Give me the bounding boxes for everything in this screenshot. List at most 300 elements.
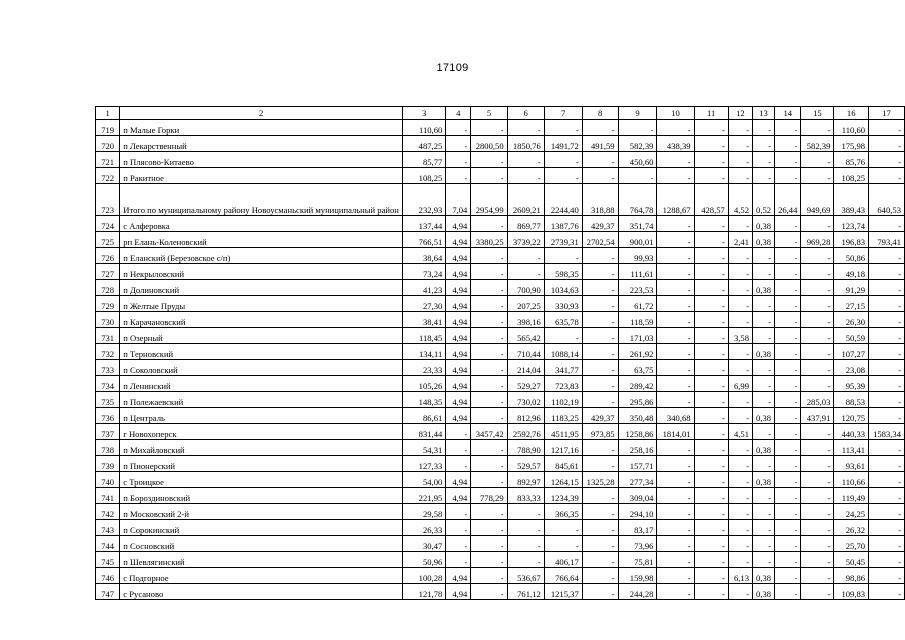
table-cell: -: [869, 376, 905, 392]
table-cell: 277,34: [618, 472, 657, 488]
table-cell: -: [694, 248, 728, 264]
table-cell: 437,91: [801, 408, 834, 424]
table-cell: -: [775, 536, 801, 552]
table-cell: -: [618, 120, 657, 136]
table-cell: 389,43: [834, 184, 869, 216]
table-cell: -: [775, 168, 801, 184]
table-cell: -: [694, 312, 728, 328]
row-number: 743: [96, 520, 120, 536]
table-row: [96, 408, 905, 424]
table-cell: -: [657, 536, 694, 552]
table-cell: 4,94: [446, 232, 471, 248]
table-cell: -: [657, 280, 694, 296]
table-cell: -: [775, 472, 801, 488]
table-cell: 2739,31: [544, 232, 582, 248]
table-cell: -: [801, 520, 834, 536]
table-cell: 1258,86: [618, 424, 657, 440]
table-cell: 4,94: [446, 344, 471, 360]
settlement-name: п Централь: [120, 408, 403, 424]
table-cell: -: [446, 168, 471, 184]
table-cell: -: [801, 440, 834, 456]
table-cell: -: [869, 280, 905, 296]
row-number: 736: [96, 408, 120, 424]
settlement-name: Итого по муниципальному району Новоусманьский муниципальный район: [120, 184, 403, 216]
table-cell: 113,41: [834, 440, 869, 456]
table-cell: 4,94: [446, 248, 471, 264]
table-cell: -: [446, 504, 471, 520]
table-cell: -: [753, 360, 775, 376]
table-cell: -: [694, 408, 728, 424]
table-cell: -: [869, 248, 905, 264]
table-cell: -: [775, 248, 801, 264]
table-cell: -: [753, 536, 775, 552]
table-cell: -: [657, 328, 694, 344]
settlement-name: п Михайловский: [120, 440, 403, 456]
table-cell: -: [657, 168, 694, 184]
table-cell: -: [446, 152, 471, 168]
table-cell: 207,25: [507, 296, 544, 312]
table-cell: -: [657, 216, 694, 232]
table-cell: -: [775, 456, 801, 472]
table-cell: 23,08: [834, 360, 869, 376]
table-cell: -: [801, 280, 834, 296]
table-cell: 26,30: [834, 312, 869, 328]
table-cell: -: [775, 392, 801, 408]
table-cell: 110,66: [834, 472, 869, 488]
table-cell: -: [507, 520, 544, 536]
table-row: [96, 472, 905, 488]
row-number: 722: [96, 168, 120, 184]
table-cell: 3739,22: [507, 232, 544, 248]
table-cell: 105,26: [402, 376, 445, 392]
table-cell: -: [694, 440, 728, 456]
table-cell: -: [471, 408, 507, 424]
table-cell: 100,28: [402, 568, 445, 584]
table-row: [96, 136, 905, 152]
table-cell: -: [869, 536, 905, 552]
table-cell: -: [694, 136, 728, 152]
column-header: 6: [507, 107, 544, 120]
table-cell: 4,94: [446, 360, 471, 376]
settlement-name: с Подгорное: [120, 568, 403, 584]
settlement-name: п Терновский: [120, 344, 403, 360]
settlement-name: п Долиновский: [120, 280, 403, 296]
column-header: 11: [694, 107, 728, 120]
table-cell: -: [694, 456, 728, 472]
table-cell: -: [471, 264, 507, 280]
table-cell: 137,44: [402, 216, 445, 232]
table-cell: 1034,63: [544, 280, 582, 296]
table-cell: 1325,28: [582, 472, 618, 488]
table-cell: -: [869, 168, 905, 184]
table-cell: 98,86: [834, 568, 869, 584]
data-table: [95, 106, 905, 600]
table-cell: 491,59: [582, 136, 618, 152]
table-cell: -: [728, 504, 752, 520]
table-cell: -: [471, 552, 507, 568]
table-cell: -: [801, 312, 834, 328]
table-cell: -: [471, 248, 507, 264]
table-cell: 487,25: [402, 136, 445, 152]
table-cell: 30,47: [402, 536, 445, 552]
table-cell: 261,92: [618, 344, 657, 360]
table-cell: -: [869, 392, 905, 408]
table-cell: -: [582, 584, 618, 600]
table-cell: 833,33: [507, 488, 544, 504]
table-cell: 778,29: [471, 488, 507, 504]
table-cell: -: [801, 344, 834, 360]
table-cell: -: [869, 360, 905, 376]
table-cell: -: [582, 440, 618, 456]
table-cell: -: [775, 216, 801, 232]
table-cell: 598,35: [544, 264, 582, 280]
table-cell: -: [728, 216, 752, 232]
table-cell: -: [801, 488, 834, 504]
table-cell: -: [801, 296, 834, 312]
table-cell: 366,35: [544, 504, 582, 520]
table-cell: 973,85: [582, 424, 618, 440]
table-cell: 2,41: [728, 232, 752, 248]
table-cell: 61,72: [618, 296, 657, 312]
table-cell: -: [471, 568, 507, 584]
table-cell: -: [657, 568, 694, 584]
table-cell: 4,94: [446, 568, 471, 584]
row-number: 720: [96, 136, 120, 152]
table-cell: -: [728, 440, 752, 456]
table-cell: 969,28: [801, 232, 834, 248]
table-row: [96, 184, 905, 216]
row-number: 733: [96, 360, 120, 376]
table-cell: -: [582, 296, 618, 312]
settlement-name: с Троицкое: [120, 472, 403, 488]
table-cell: -: [801, 536, 834, 552]
table-cell: -: [753, 424, 775, 440]
table-cell: 171,03: [618, 328, 657, 344]
table-cell: 258,16: [618, 440, 657, 456]
table-cell: -: [544, 536, 582, 552]
table-cell: -: [775, 504, 801, 520]
table-cell: 214,04: [507, 360, 544, 376]
table-cell: 95,39: [834, 376, 869, 392]
table-cell: -: [657, 504, 694, 520]
table-cell: -: [694, 120, 728, 136]
table-cell: -: [753, 456, 775, 472]
table-cell: 398,16: [507, 312, 544, 328]
table-cell: 0,38: [753, 472, 775, 488]
table-cell: -: [446, 520, 471, 536]
table-cell: 25,70: [834, 536, 869, 552]
table-row: [96, 216, 905, 232]
table-cell: 341,77: [544, 360, 582, 376]
table-cell: 4,94: [446, 488, 471, 504]
table-cell: -: [507, 536, 544, 552]
table-cell: -: [753, 312, 775, 328]
table-cell: -: [775, 424, 801, 440]
row-number: 735: [96, 392, 120, 408]
table-cell: 529,57: [507, 456, 544, 472]
table-cell: 3380,25: [471, 232, 507, 248]
table-cell: -: [728, 488, 752, 504]
table-cell: -: [582, 280, 618, 296]
table-cell: 318,88: [582, 184, 618, 216]
table-cell: 1234,39: [544, 488, 582, 504]
table-cell: 0,38: [753, 232, 775, 248]
table-cell: -: [582, 360, 618, 376]
table-cell: -: [507, 120, 544, 136]
table-cell: 121,78: [402, 584, 445, 600]
settlement-name: п Озерный: [120, 328, 403, 344]
table-cell: 4,94: [446, 472, 471, 488]
table-cell: -: [471, 360, 507, 376]
table-cell: 2609,21: [507, 184, 544, 216]
table-cell: 196,83: [834, 232, 869, 248]
table-cell: 723,83: [544, 376, 582, 392]
table-cell: 1088,14: [544, 344, 582, 360]
table-cell: 869,77: [507, 216, 544, 232]
table-cell: -: [657, 344, 694, 360]
table-cell: -: [471, 120, 507, 136]
table-cell: -: [582, 312, 618, 328]
table-cell: -: [471, 520, 507, 536]
table-cell: 108,25: [402, 168, 445, 184]
column-header: 4: [446, 107, 471, 120]
table-cell: -: [657, 296, 694, 312]
table-cell: 6,99: [728, 376, 752, 392]
table-cell: -: [753, 376, 775, 392]
table-cell: -: [694, 472, 728, 488]
table-cell: 0,38: [753, 344, 775, 360]
table-cell: -: [694, 296, 728, 312]
table-cell: 700,90: [507, 280, 544, 296]
table-cell: -: [869, 296, 905, 312]
row-number: 724: [96, 216, 120, 232]
table-cell: 27,30: [402, 296, 445, 312]
column-header: 15: [801, 107, 834, 120]
table-cell: -: [582, 152, 618, 168]
table-cell: -: [694, 232, 728, 248]
table-cell: 88,53: [834, 392, 869, 408]
table-cell: -: [694, 520, 728, 536]
table-row: [96, 296, 905, 312]
table-cell: -: [775, 552, 801, 568]
table-cell: -: [869, 568, 905, 584]
table-cell: 109,83: [834, 584, 869, 600]
table-cell: -: [582, 552, 618, 568]
table-cell: -: [694, 328, 728, 344]
table-cell: -: [869, 312, 905, 328]
table-cell: 289,42: [618, 376, 657, 392]
table-cell: -: [446, 536, 471, 552]
table-cell: -: [657, 552, 694, 568]
table-cell: -: [728, 264, 752, 280]
table-cell: 120,75: [834, 408, 869, 424]
row-number: 732: [96, 344, 120, 360]
table-cell: -: [869, 440, 905, 456]
table-cell: 764,78: [618, 184, 657, 216]
table-cell: -: [446, 456, 471, 472]
table-cell: 845,61: [544, 456, 582, 472]
table-cell: -: [869, 472, 905, 488]
table-cell: -: [775, 376, 801, 392]
table-cell: 73,24: [402, 264, 445, 280]
table-cell: -: [801, 472, 834, 488]
table-cell: -: [471, 344, 507, 360]
table-cell: 4,94: [446, 408, 471, 424]
table-cell: 294,10: [618, 504, 657, 520]
table-cell: 223,53: [618, 280, 657, 296]
table-cell: -: [728, 408, 752, 424]
table-cell: -: [582, 536, 618, 552]
table-cell: -: [471, 296, 507, 312]
table-cell: -: [775, 328, 801, 344]
table-cell: 118,59: [618, 312, 657, 328]
table-cell: 127,33: [402, 456, 445, 472]
row-number: 721: [96, 152, 120, 168]
table-cell: 26,32: [834, 520, 869, 536]
table-cell: -: [801, 504, 834, 520]
column-header: 9: [618, 107, 657, 120]
column-header: 1: [96, 107, 120, 120]
table-cell: -: [507, 504, 544, 520]
settlement-name: п Лекарственный: [120, 136, 403, 152]
table-cell: 4,94: [446, 312, 471, 328]
table-cell: 2954,99: [471, 184, 507, 216]
table-cell: -: [657, 152, 694, 168]
table-cell: 83,17: [618, 520, 657, 536]
table-cell: -: [544, 248, 582, 264]
table-cell: 2800,50: [471, 136, 507, 152]
row-number: 745: [96, 552, 120, 568]
table-cell: -: [694, 168, 728, 184]
table-cell: -: [753, 504, 775, 520]
table-cell: 4,94: [446, 584, 471, 600]
table-cell: -: [657, 440, 694, 456]
table-cell: -: [657, 584, 694, 600]
table-cell: 949,69: [801, 184, 834, 216]
table-cell: 4,94: [446, 392, 471, 408]
table-cell: -: [544, 520, 582, 536]
table-cell: 108,25: [834, 168, 869, 184]
table-cell: -: [544, 152, 582, 168]
table-cell: -: [507, 168, 544, 184]
table-cell: -: [775, 280, 801, 296]
table-cell: 766,51: [402, 232, 445, 248]
table-cell: -: [869, 264, 905, 280]
table-cell: 29,58: [402, 504, 445, 520]
table-cell: 340,68: [657, 408, 694, 424]
row-number: 729: [96, 296, 120, 312]
table-cell: -: [694, 360, 728, 376]
table-cell: -: [728, 248, 752, 264]
table-cell: -: [775, 440, 801, 456]
table-cell: -: [728, 120, 752, 136]
table-cell: 812,96: [507, 408, 544, 424]
table-cell: 38,41: [402, 312, 445, 328]
table-cell: 4,94: [446, 328, 471, 344]
row-number: 726: [96, 248, 120, 264]
table-cell: -: [753, 296, 775, 312]
table-cell: -: [446, 424, 471, 440]
settlement-name: п Пионерский: [120, 456, 403, 472]
table-cell: -: [657, 472, 694, 488]
table-cell: 3457,42: [471, 424, 507, 440]
row-number: 728: [96, 280, 120, 296]
table-cell: 788,90: [507, 440, 544, 456]
row-number: 730: [96, 312, 120, 328]
table-cell: 710,44: [507, 344, 544, 360]
table-cell: -: [544, 120, 582, 136]
table-cell: -: [801, 216, 834, 232]
settlement-name: п Малые Горки: [120, 120, 403, 136]
settlement-name: п Карачановский: [120, 312, 403, 328]
table-cell: -: [801, 424, 834, 440]
table-cell: 99,93: [618, 248, 657, 264]
table-cell: -: [471, 456, 507, 472]
table-cell: -: [728, 280, 752, 296]
table-row: [96, 552, 905, 568]
settlement-name: п Бороздиновский: [120, 488, 403, 504]
table-cell: -: [801, 456, 834, 472]
table-cell: -: [657, 232, 694, 248]
row-number: 744: [96, 536, 120, 552]
table-cell: -: [582, 328, 618, 344]
table-cell: -: [657, 248, 694, 264]
table-cell: -: [544, 328, 582, 344]
row-number: 747: [96, 584, 120, 600]
table-cell: 4,51: [728, 424, 752, 440]
table-cell: -: [801, 376, 834, 392]
settlement-name: с Алферовка: [120, 216, 403, 232]
table-row: [96, 168, 905, 184]
table-cell: 175,98: [834, 136, 869, 152]
table-cell: -: [582, 520, 618, 536]
table-cell: 148,35: [402, 392, 445, 408]
table-cell: -: [801, 568, 834, 584]
table-cell: -: [801, 584, 834, 600]
table-cell: -: [869, 504, 905, 520]
table-cell: -: [753, 520, 775, 536]
table-cell: -: [775, 568, 801, 584]
table-cell: -: [657, 488, 694, 504]
table-cell: 761,12: [507, 584, 544, 600]
table-cell: -: [869, 344, 905, 360]
column-header: 2: [120, 107, 403, 120]
table-cell: -: [657, 360, 694, 376]
table-cell: -: [728, 296, 752, 312]
column-header: 13: [753, 107, 775, 120]
table-cell: -: [775, 120, 801, 136]
table-cell: 428,57: [694, 184, 728, 216]
table-cell: -: [471, 216, 507, 232]
table-cell: 221,95: [402, 488, 445, 504]
table-cell: -: [582, 120, 618, 136]
table-cell: 1215,37: [544, 584, 582, 600]
table-row: [96, 376, 905, 392]
table-cell: 1183,25: [544, 408, 582, 424]
settlement-name: с Русаново: [120, 584, 403, 600]
table-cell: -: [869, 216, 905, 232]
table-cell: 118,45: [402, 328, 445, 344]
table-cell: -: [694, 280, 728, 296]
table-cell: -: [775, 152, 801, 168]
table-cell: 50,86: [834, 248, 869, 264]
table-cell: 351,74: [618, 216, 657, 232]
row-number: 734: [96, 376, 120, 392]
table-cell: -: [471, 472, 507, 488]
table-cell: -: [582, 168, 618, 184]
table-cell: -: [775, 232, 801, 248]
table-cell: 54,00: [402, 472, 445, 488]
